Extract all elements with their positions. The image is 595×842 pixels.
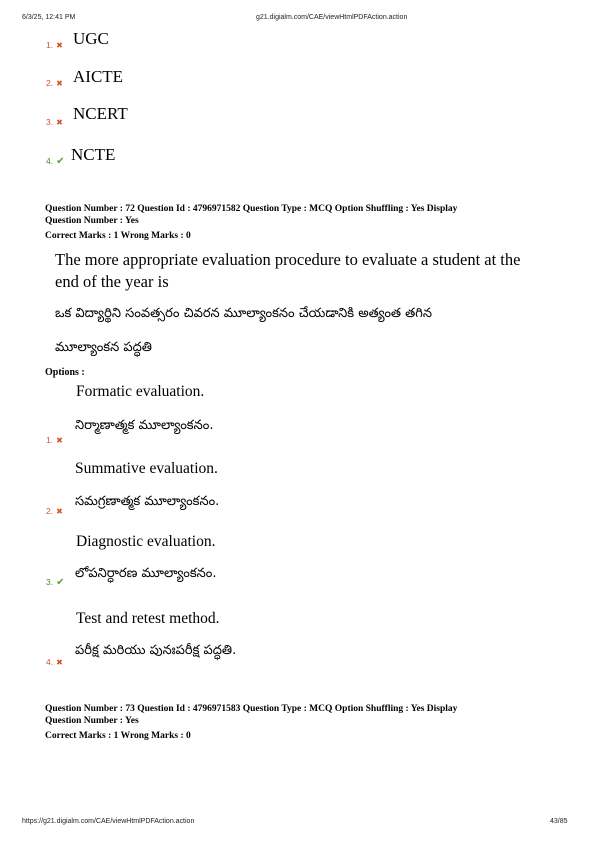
checkmark-icon: ✔ [56,156,65,167]
page-number: 43/85 [550,818,568,825]
option-3-number: 3. ✔ [46,577,65,588]
question-72-text-te-line2: మూల్యాంకన పద్ధతి [55,340,152,355]
option-4-text-en: Test and retest method. [76,610,220,627]
cross-icon: ✖ [56,507,63,516]
cross-icon: ✖ [56,79,63,88]
prev-option-number-4: 4. ✔ [46,156,65,167]
prev-option-number-3: 3. ✖ [46,117,63,127]
prev-option-text-2: AICTE [73,67,124,86]
option-4-number: 4. ✖ [46,657,63,667]
question-72-text-en: The more appropriate evaluation procedure to evaluate a student at the end of the year is [55,250,521,291]
prev-option-number-1: 1. ✖ [46,40,63,50]
option-2-text-en: Summative evaluation. [75,460,218,477]
option-3-text-en: Diagnostic evaluation. [76,533,216,550]
option-3-text-te: లోపనిర్ధారణ మూల్యాంకనం. [75,566,217,581]
print-header-url: g21.digialm.com/CAE/viewHtmlPDFAction.action [256,14,408,21]
question-72-meta: Question Number : 72 Question Id : 4796971582 Question Type : MCQ Option Shuffling : Yes Display Question Number : Yes Correct Marks : 1 Wrong Marks : 0 [45,204,458,241]
question-73-meta: Question Number : 73 Question Id : 4796971583 Question Type : MCQ Option Shuffling : Yes Display Question Number : Yes Correct Marks : 1 Wrong Marks : 0 [45,704,458,741]
print-datetime: 6/3/25, 12:41 PM [22,14,76,21]
cross-icon: ✖ [56,436,63,445]
cross-icon: ✖ [56,41,63,50]
cross-icon: ✖ [56,658,63,667]
prev-option-text-1: UGC [73,29,109,48]
cross-icon: ✖ [56,118,63,127]
option-2-number: 2. ✖ [46,506,63,516]
option-1-text-en: Formatic evaluation. [76,383,205,400]
prev-option-text-4: NCTE [71,145,116,164]
option-1-number: 1. ✖ [46,435,63,445]
checkmark-icon: ✔ [56,577,65,588]
option-4-text-te: పరీక్ష మరియు పునఃపరీక్ష పద్ధతి. [75,643,237,658]
print-footer-url: https://g21.digialm.com/CAE/viewHtmlPDFAction.action [22,818,195,825]
question-72-text-te-line1: ఒక విద్యార్థిని సంవత్సరం చివరన మూల్యాంకనం చేయడానికి అత్యంత తగిన [55,306,433,321]
prev-option-number-2: 2. ✖ [46,78,63,88]
prev-option-text-3: NCERT [73,104,128,123]
options-label: Options : [45,367,85,378]
option-2-text-te: సమగ్రణాత్మక మూల్యాంకనం. [75,494,220,509]
option-1-text-te: నిర్మాణాత్మక మూల్యాంకనం. [75,418,214,433]
